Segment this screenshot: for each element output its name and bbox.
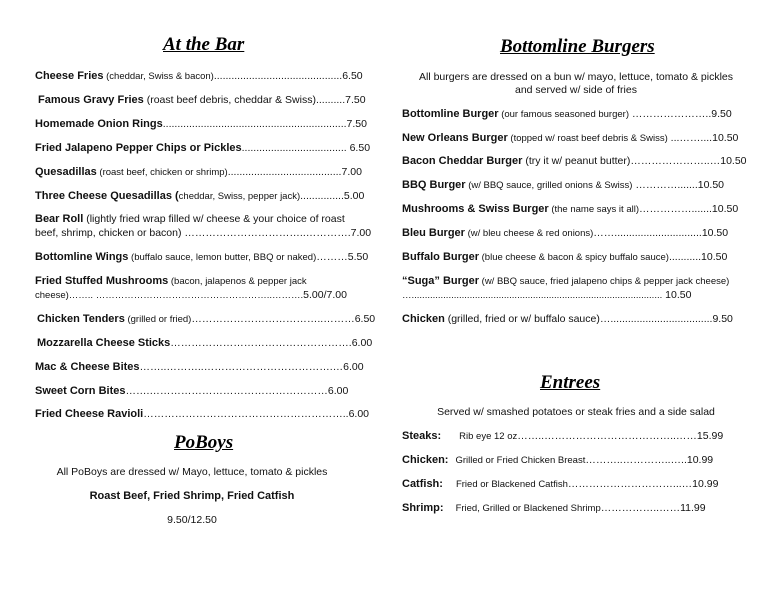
burgers-note-line1: All burgers are dressed on a bun w/ mayo, lettuce, tomato & pickles — [419, 71, 733, 83]
menu-item-bbq-burger: BBQ Burger (w/ BBQ sauce, grilled onions & Swiss) ………….......10.50 — [402, 179, 725, 191]
menu-item-cheese-fries: Cheese Fries (cheddar, Swiss & bacon)............................................6.50 — [35, 70, 363, 82]
menu-item-chicken-tenders: Chicken Tenders (grilled or fried)………………………………..………6.50 — [37, 313, 376, 325]
menu-item-bottomline-burger: Bottomline Burger (our famous seasoned burger) …………………..9.50 — [402, 108, 732, 120]
poboys-heading: PoBoys — [174, 432, 234, 453]
menu-item-stuffed-mushrooms: Fried Stuffed Mushrooms (bacon, jalapenos & pepper jack — [35, 275, 307, 287]
poboys-types: Roast Beef, Fried Shrimp, Fried Catfish — [89, 490, 295, 502]
menu-item-chicken-sandwich: Chicken (grilled, fried or w/ buffalo sauce)…...................................9.50 — [402, 313, 733, 325]
menu-item-onion-rings: Homemade Onion Rings...............................................................7.50 — [35, 118, 367, 130]
menu-item-jalapeno-chips: Fried Jalapeno Pepper Chips or Pickles.................................... 6.50 — [35, 142, 371, 154]
menu-item-bear-roll-line2: beef, shrimp, chicken or bacon) ……………………………..………….7.00 — [35, 227, 372, 239]
menu-item-stuffed-mushrooms-line2: cheese)…….. ………………………………………………..……….5.00/7.00 — [35, 289, 347, 301]
menu-item-mushroom-swiss-burger: Mushrooms & Swiss Burger (the name says it all)…………….......10.50 — [402, 203, 739, 215]
menu-item-fried-cheese-ravioli: Fried Cheese Ravioli…………………………………………………..6.00 — [35, 408, 369, 420]
entrees-note: Served w/ smashed potatoes or steak fries and a side salad — [437, 406, 715, 418]
entree-shrimp: Shrimp: Fried, Grilled or Blackened Shrimp……………..……11.99 — [402, 502, 706, 514]
menu-item-sweet-corn-bites: Sweet Corn Bites…….……………………………………………6.00 — [35, 385, 349, 397]
menu-item-bacon-cheddar-burger: Bacon Cheddar Burger (try it w/ peanut butter)…………………..…10.50 — [402, 155, 747, 167]
poboys-note: All PoBoys are dressed w/ Mayo, lettuce, tomato & pickles — [56, 466, 328, 478]
menu-item-bleu-burger: Bleu Burger (w/ bleu cheese & red onions)……..............................10.50 — [402, 227, 729, 239]
menu-item-new-orleans-burger: New Orleans Burger (topped w/ roast beef debris & Swiss) ...……....10.50 — [402, 132, 739, 144]
at-the-bar-heading: At the Bar — [163, 34, 245, 55]
menu-item-buffalo-burger: Buffalo Burger (blue cheese & bacon & spicy buffalo sauce)...........10.50 — [402, 251, 728, 263]
entrees-heading: Entrees — [540, 372, 601, 393]
entree-steaks: Steaks: Rib eye 12 oz……..………………………………..……15.99 — [402, 430, 724, 442]
burgers-note-line2: and served w/ side of fries — [515, 84, 637, 96]
menu-item-mozzarella-sticks: Mozzarella Cheese Sticks…………………………………………….6.00 — [37, 337, 373, 349]
menu-item-mac-cheese-bites: Mac & Cheese Bites……..………..……………………………….…6.00 — [35, 361, 364, 373]
menu-item-bottomline-wings: Bottomline Wings (buffalo sauce, lemon butter, BBQ or naked)………5.50 — [35, 251, 369, 263]
poboys-price: 9.50/12.50 — [167, 514, 217, 526]
bottomline-burgers-heading: Bottomline Burgers — [500, 36, 655, 57]
menu-item-quesadillas: Quesadillas (roast beef, chicken or shrimp).......................................7.00 — [35, 166, 362, 178]
entree-catfish: Catfish: Fried or Blackened Catfish…………………………...…10.99 — [402, 478, 719, 490]
menu-item-suga-burger: “Suga” Burger (w/ BBQ sauce, fried jalapeno chips & pepper jack cheese) — [402, 275, 730, 287]
menu-item-three-cheese-quesadillas: Three Cheese Quesadillas (cheddar, Swiss, pepper jack)...............5.00 — [35, 190, 365, 202]
menu-item-bear-roll: Bear Roll (lightly fried wrap filled w/ cheese & your choice of roast — [35, 213, 345, 225]
menu-item-suga-burger-line2: …............................................................................................... 10.50 — [402, 289, 692, 301]
entree-chicken: Chicken: Grilled or Fried Chicken Breast………..…………..…..10.99 — [402, 454, 714, 466]
menu-item-gravy-fries: Famous Gravy Fries (roast beef debris, cheddar & Swiss)..........7.50 — [38, 94, 366, 106]
